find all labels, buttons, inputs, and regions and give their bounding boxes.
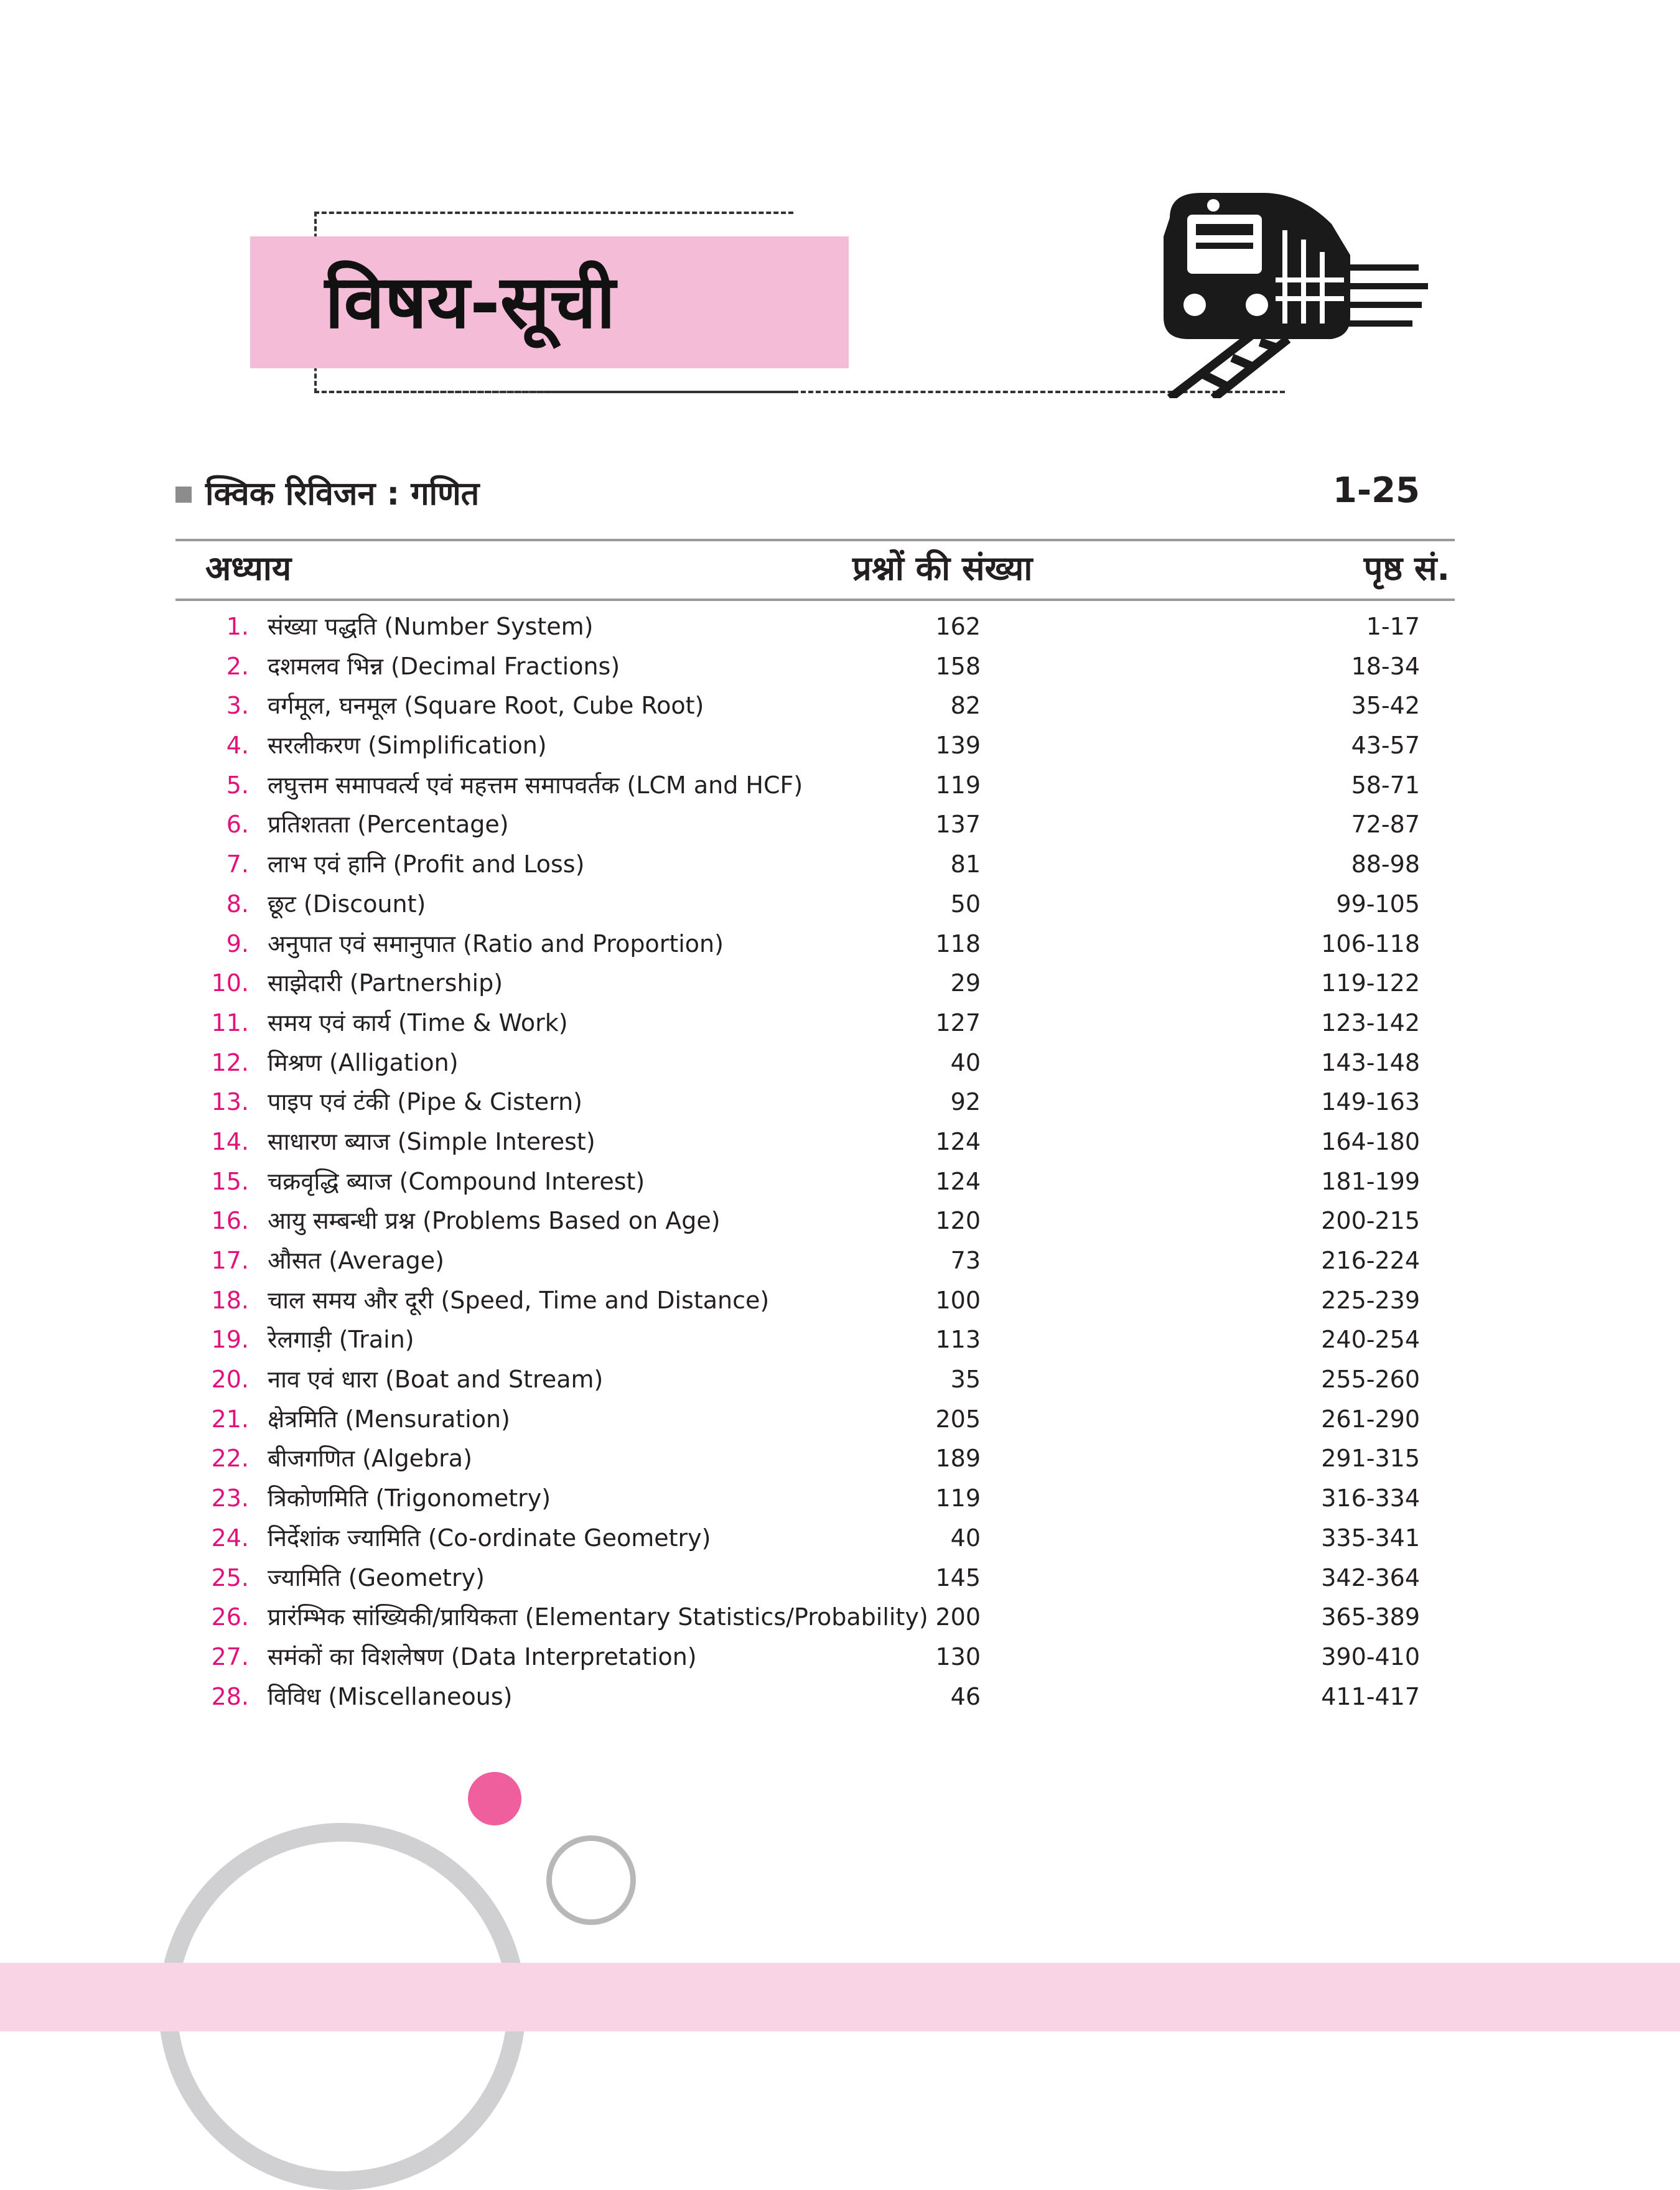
table-row: [175, 1004, 1420, 1043]
table-row: [175, 1281, 1420, 1321]
chapter-title: साझेदारी (Partnership): [268, 969, 503, 997]
question-count: 124: [935, 1127, 981, 1155]
decorative-ring: [546, 1835, 636, 1925]
page-range: 390-410: [1321, 1642, 1420, 1670]
page-range: 58-71: [1351, 771, 1420, 799]
chapter-number: 16.: [211, 1207, 249, 1235]
chapter-title: त्रिकोणमिति (Trigonometry): [268, 1484, 551, 1512]
page-range: 261-290: [1321, 1405, 1420, 1433]
table-row: [175, 607, 1420, 647]
column-header-chapter: अध्याय: [205, 549, 292, 588]
chapter-title: समंकों का विशलेषण (Data Interpretation): [268, 1642, 697, 1670]
page-range: 255-260: [1321, 1366, 1420, 1394]
question-count: 29: [950, 969, 981, 997]
table-row: [175, 726, 1420, 766]
page-range: 99-105: [1336, 890, 1420, 918]
page-range: 335-341: [1321, 1524, 1420, 1552]
chapter-title: प्रारंम्भिक सांख्यिकी/प्रायिकता (Elementary Statistics/Probability): [268, 1603, 928, 1631]
footer-band: [0, 1963, 1680, 2031]
chapter-number: 19.: [211, 1326, 249, 1354]
chapter-number: 26.: [211, 1603, 249, 1631]
table-row: [175, 1519, 1420, 1559]
question-count: 205: [935, 1405, 981, 1433]
chapter-title: औसत (Average): [268, 1247, 444, 1274]
question-count: 137: [935, 811, 981, 839]
table-row: [175, 766, 1420, 806]
question-count: 82: [950, 692, 981, 720]
chapter-title: साधारण ब्याज (Simple Interest): [268, 1127, 595, 1155]
question-count: 162: [935, 613, 981, 640]
chapter-title: अनुपात एवं समानुपात (Ratio and Proportion): [268, 930, 724, 958]
question-count: 130: [935, 1642, 981, 1670]
chapter-number: 20.: [211, 1366, 249, 1394]
page-range: 119-122: [1321, 969, 1420, 997]
table-row: [175, 1241, 1420, 1281]
chapter-number: 11.: [211, 1009, 249, 1037]
table-row: [175, 1598, 1420, 1638]
table-row: [175, 1479, 1420, 1519]
chapter-number: 10.: [211, 969, 249, 997]
question-count: 120: [935, 1207, 981, 1235]
table-row: [175, 925, 1420, 964]
table-rule-top: [175, 539, 1455, 541]
chapter-number: 5.: [226, 771, 249, 799]
chapter-title: दशमलव भिन्न (Decimal Fractions): [268, 652, 620, 680]
column-header-page: पृष्ठ सं.: [1363, 549, 1450, 588]
chapter-title: समय एवं कार्य (Time & Work): [268, 1009, 568, 1037]
chapter-number: 17.: [211, 1247, 249, 1274]
chapter-title: पाइप एवं टंकी (Pipe & Cistern): [268, 1088, 583, 1116]
page-range: 143-148: [1321, 1048, 1420, 1076]
question-count: 158: [935, 652, 981, 680]
square-bullet-icon: [175, 487, 192, 503]
chapter-title: नाव एवं धारा (Boat and Stream): [268, 1366, 604, 1394]
page-range: 72-87: [1351, 811, 1420, 839]
table-row: [175, 805, 1420, 845]
table-row: [175, 1677, 1420, 1717]
table-row: [175, 885, 1420, 925]
question-count: 139: [935, 732, 981, 760]
table-row: [175, 1083, 1420, 1122]
question-count: 40: [950, 1524, 981, 1552]
chapter-title: निर्देशांक ज्यामिति (Co-ordinate Geometry): [268, 1524, 711, 1552]
page-range: 240-254: [1321, 1326, 1420, 1354]
page-range: 316-334: [1321, 1484, 1420, 1512]
page-range: 342-364: [1321, 1563, 1420, 1591]
table-row: [175, 845, 1420, 885]
chapter-title: चक्रवृद्धि ब्याज (Compound Interest): [268, 1167, 645, 1195]
chapter-title: वर्गमूल, घनमूल (Square Root, Cube Root): [268, 692, 704, 720]
chapter-number: 21.: [211, 1405, 249, 1433]
chapter-title: क्षेत्रमिति (Mensuration): [268, 1405, 510, 1433]
chapter-number: 3.: [226, 692, 249, 720]
table-row: [175, 1400, 1420, 1440]
decorative-pink-dot: [468, 1772, 521, 1825]
question-count: 46: [950, 1682, 981, 1710]
table-row: [175, 686, 1420, 726]
chapter-number: 18.: [211, 1286, 249, 1314]
chapter-title: छूट (Discount): [268, 890, 426, 918]
table-row: [175, 647, 1420, 687]
chapter-number: 8.: [226, 890, 249, 918]
chapter-number: 24.: [211, 1524, 249, 1552]
chapter-title: प्रतिशतता (Percentage): [268, 811, 509, 839]
chapter-number: 14.: [211, 1127, 249, 1155]
page-range: 106-118: [1321, 930, 1420, 958]
page-range: 181-199: [1321, 1167, 1420, 1195]
chapter-title: रेलगाड़ी (Train): [268, 1326, 414, 1354]
question-count: 92: [950, 1088, 981, 1116]
page-range: 216-224: [1321, 1247, 1420, 1274]
table-row: [175, 1043, 1420, 1083]
question-count: 124: [935, 1167, 981, 1195]
chapter-number: 15.: [211, 1167, 249, 1195]
page-range: 225-239: [1321, 1286, 1420, 1314]
table-of-contents: [175, 607, 1420, 1717]
chapter-number: 4.: [226, 732, 249, 760]
chapter-title: लघुत्तम समापवर्त्य एवं महत्तम समापवर्तक (LCM and HCF): [268, 771, 803, 799]
page-range: 35-42: [1351, 692, 1420, 720]
section-page-range: 1-25: [1332, 470, 1420, 511]
chapter-number: 7.: [226, 850, 249, 878]
page-range: 18-34: [1351, 652, 1420, 680]
title-banner: [250, 236, 849, 368]
page-range: 1-17: [1366, 613, 1420, 640]
question-count: 100: [935, 1286, 981, 1314]
chapter-number: 2.: [226, 652, 249, 680]
section-title: क्विक रिविजन : गणित: [205, 475, 480, 513]
question-count: 113: [935, 1326, 981, 1354]
question-count: 50: [950, 890, 981, 918]
page-range: 123-142: [1321, 1009, 1420, 1037]
chapter-title: विविध (Miscellaneous): [268, 1682, 513, 1710]
table-row: [175, 964, 1420, 1004]
question-count: 119: [935, 771, 981, 799]
question-count: 81: [950, 850, 981, 878]
page-range: 200-215: [1321, 1207, 1420, 1235]
section-header: [175, 467, 1420, 516]
chapter-title: आयु सम्बन्धी प्रश्न (Problems Based on Age): [268, 1207, 721, 1235]
chapter-number: 9.: [226, 930, 249, 958]
chapter-title: मिश्रण (Alligation): [268, 1048, 459, 1076]
chapter-title: लाभ एवं हानि (Profit and Loss): [268, 850, 585, 878]
chapter-title: ज्यामिति (Geometry): [268, 1563, 485, 1591]
chapter-number: 12.: [211, 1048, 249, 1076]
chapter-title: सरलीकरण (Simplification): [268, 732, 547, 760]
chapter-title: संख्या पद्धति (Number System): [268, 613, 594, 640]
table-row: [175, 1559, 1420, 1598]
question-count: 189: [935, 1445, 981, 1473]
table-row: [175, 1360, 1420, 1400]
page-range: 164-180: [1321, 1127, 1420, 1155]
page-range: 411-417: [1321, 1682, 1420, 1710]
table-row: [175, 1201, 1420, 1241]
table-row: [175, 1439, 1420, 1479]
table-rule-bottom: [175, 599, 1455, 601]
train-icon: [1145, 180, 1431, 398]
question-count: 145: [935, 1563, 981, 1591]
column-header-questions: प्रश्नों की संख्या: [852, 549, 1033, 588]
chapter-number: 13.: [211, 1088, 249, 1116]
table-row: [175, 1320, 1420, 1360]
table-row: [175, 1162, 1420, 1202]
chapter-title: चाल समय और दूरी (Speed, Time and Distance): [268, 1286, 770, 1314]
page-title: विषय-सूची: [325, 258, 616, 345]
chapter-number: 23.: [211, 1484, 249, 1512]
question-count: 118: [935, 930, 981, 958]
chapter-number: 28.: [211, 1682, 249, 1710]
chapter-number: 25.: [211, 1563, 249, 1591]
question-count: 127: [935, 1009, 981, 1037]
table-row: [175, 1122, 1420, 1162]
chapter-number: 22.: [211, 1445, 249, 1473]
page-range: 149-163: [1321, 1088, 1420, 1116]
question-count: 200: [935, 1603, 981, 1631]
question-count: 35: [950, 1366, 981, 1394]
table-row: [175, 1638, 1420, 1677]
page-range: 365-389: [1321, 1603, 1420, 1631]
page-range: 88-98: [1351, 850, 1420, 878]
chapter-number: 6.: [226, 811, 249, 839]
question-count: 73: [950, 1247, 981, 1274]
question-count: 119: [935, 1484, 981, 1512]
page-range: 43-57: [1351, 732, 1420, 760]
page-range: 291-315: [1321, 1445, 1420, 1473]
question-count: 40: [950, 1048, 981, 1076]
chapter-number: 27.: [211, 1642, 249, 1670]
chapter-number: 1.: [226, 613, 249, 640]
chapter-title: बीजगणित (Algebra): [268, 1445, 472, 1473]
title-dashed-rule: [314, 391, 1285, 393]
